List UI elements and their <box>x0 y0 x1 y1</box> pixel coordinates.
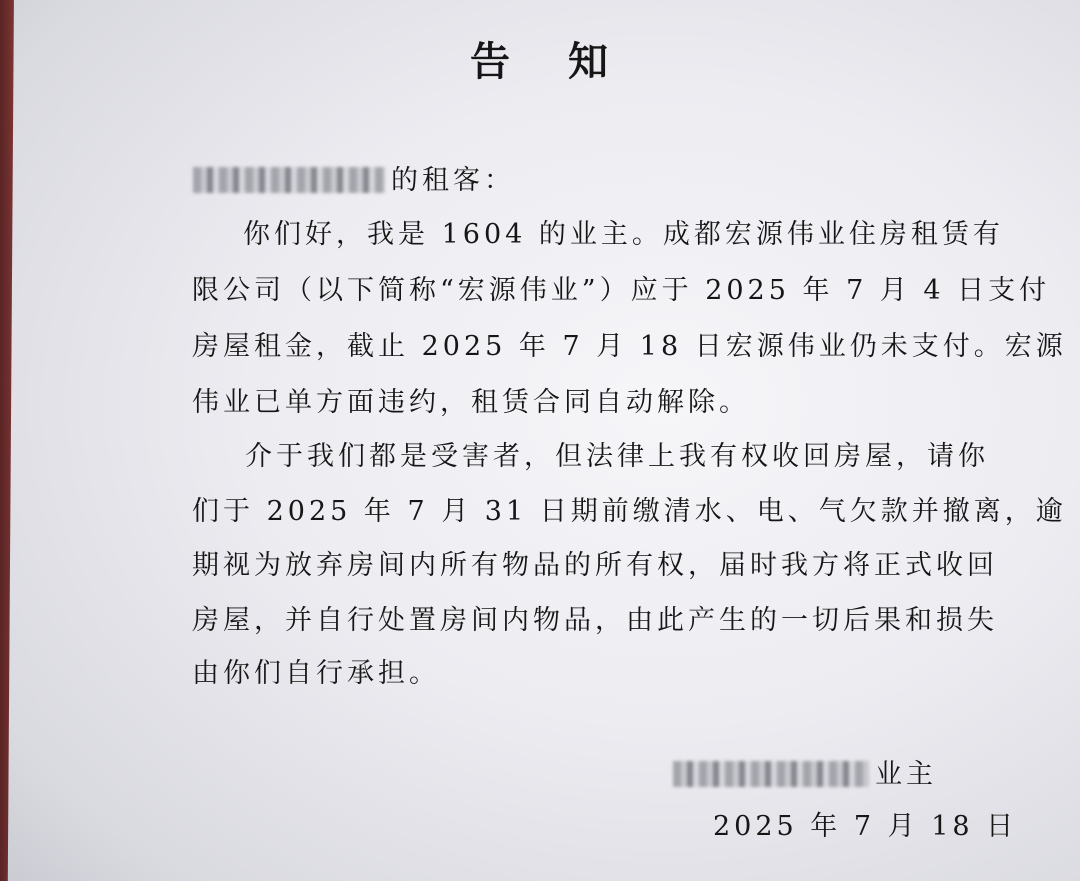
paragraph2-line4: 房屋，并自行处置房间内物品，由此产生的一切后果和损失 <box>192 605 998 636</box>
paragraph1-line4: 伟业已单方面违约，租赁合同自动解除。 <box>192 387 750 418</box>
notice-title: 告 知 <box>470 39 630 85</box>
paragraph2-line1: 介于我们都是受害者，但法律上我有权收回房屋，请你 <box>245 441 989 472</box>
paragraph1-line3: 房屋租金，截止 2025 年 7 月 18 日宏源伟业仍未支付。宏源 <box>192 331 1067 362</box>
redacted-owner-address <box>673 761 869 787</box>
signature-text: 业主 <box>875 759 937 790</box>
salutation-line <box>193 158 515 197</box>
salutation-text: 的租客： <box>391 165 515 196</box>
paragraph1-line1: 你们好，我是 1604 的业主。成都宏源伟业住房租赁有 <box>243 219 1004 250</box>
paragraph2-line3: 期视为放弃房间内所有物品的所有权，届时我方将正式收回 <box>192 550 998 581</box>
signature-line <box>673 752 937 791</box>
redacted-address <box>193 167 385 193</box>
paragraph1-line2: 限公司（以下简称“宏源伟业”）应于 2025 年 7 月 4 日支付 <box>192 275 1051 306</box>
notice-date: 2025 年 7 月 18 日 <box>713 811 1018 842</box>
paragraph2-line2: 们于 2025 年 7 月 31 日期前缴清水、电、气欠款并撤离，逾 <box>192 496 1067 527</box>
paragraph2-line5: 由你们自行承担。 <box>192 658 440 689</box>
